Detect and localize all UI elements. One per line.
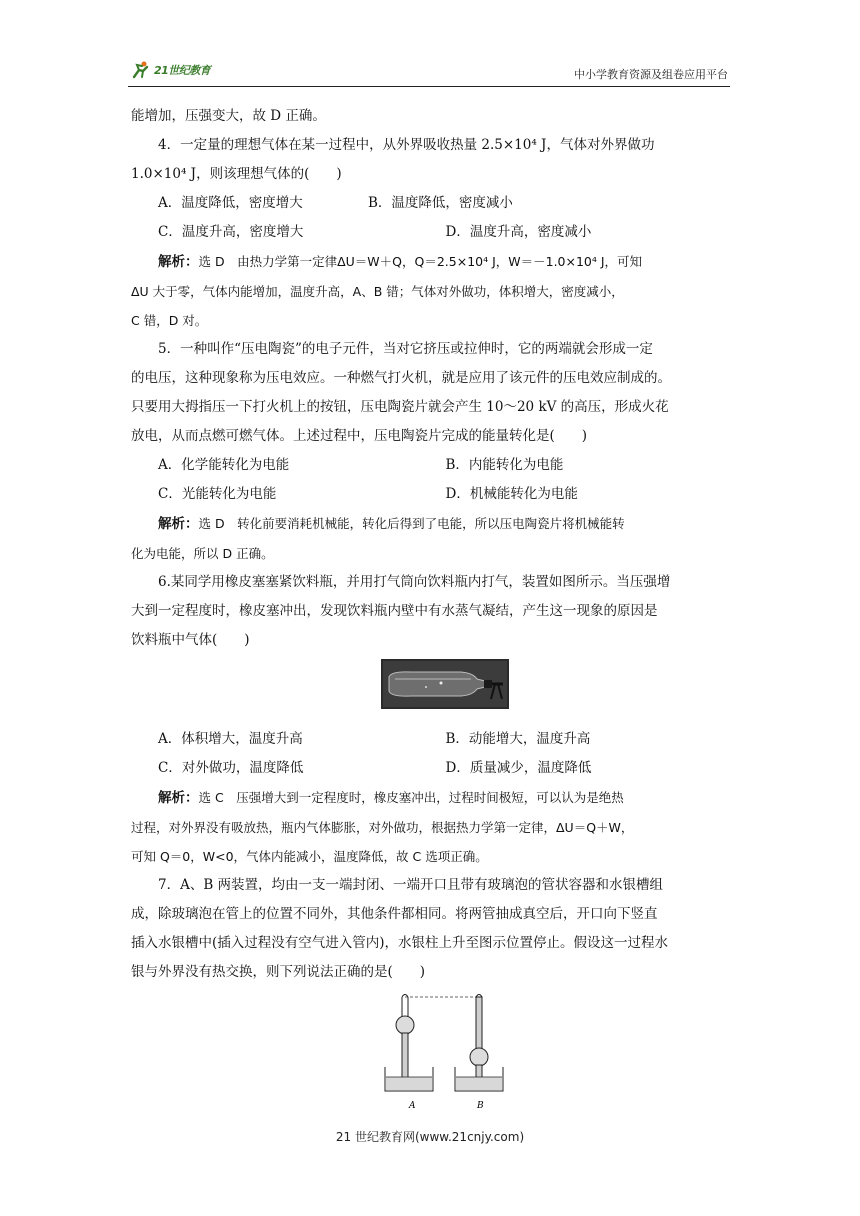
q6-analysis-label: 解析：	[158, 790, 199, 806]
q4-stem-line2: 1.0×10⁴ J，则该理想气体的( )	[131, 166, 342, 182]
q6-stem-line1: 6.某同学用橡皮塞塞紧饮料瓶，并用打气筒向饮料瓶内打气，装置如图所示。当压强增	[158, 574, 671, 590]
q5-stem-line1: 5．一种叫作“压电陶瓷”的电子元件，当对它挤压或拉伸时，它的两端就会形成一定	[158, 341, 653, 357]
document-body	[131, 102, 733, 1121]
q4-options-row2	[131, 218, 733, 247]
q6-figure	[131, 659, 733, 723]
q4-analysis-line3: C 错，D 对。	[131, 313, 208, 328]
mercury-tubes-diagram	[381, 989, 511, 1114]
q5-analysis-line1	[131, 509, 733, 539]
q4-analysis-text1: 选 D 由热力学第一定律ΔU＝W＋Q，Q＝2.5×10⁴ J，W＝－1.0×10⁴ J，可知	[198, 254, 643, 269]
q7-figure	[131, 989, 733, 1121]
q6-analysis-line1	[131, 783, 733, 813]
q7-stem-line4: 银与外界没有热交换，则下列说法正确的是( )	[131, 964, 426, 980]
q5-option-c: C．光能转化为电能	[158, 486, 277, 502]
bottle-pump-photo	[381, 659, 509, 709]
q4-analysis-label: 解析：	[158, 254, 199, 270]
q4-option-b: B．温度降低，密度减小	[368, 195, 513, 211]
question-7	[131, 871, 733, 1121]
page-footer: 21 世纪教育网(www.21cnjy.com)	[335, 1130, 525, 1144]
q5-option-a: A．化学能转化为电能	[158, 457, 290, 473]
q6-analysis-text1: 选 C 压强增大到一定程度时，橡皮塞冲出，过程时间极短，可以认为是绝热	[198, 790, 624, 805]
runner-logo-icon	[130, 60, 152, 80]
q7-stem-line1: 7．A、B 两装置，均由一支一端封闭、一端开口且带有玻璃泡的管状容器和水银槽组	[158, 877, 664, 893]
q4-analysis-line2: ΔU 大于零，气体内能增加，温度升高，A、B 错；气体对外做功，体积增大，密度减小，	[131, 284, 624, 299]
platform-title: 中小学教育资源及组卷应用平台	[574, 68, 728, 81]
q4-options-row1	[131, 189, 733, 218]
q5-options-row1	[131, 451, 733, 480]
q6-option-d: D．质量减少，温度降低	[445, 760, 592, 776]
q4-analysis-line1	[131, 247, 733, 277]
q4-option-a: A．温度降低，密度增大	[158, 195, 303, 211]
q7-stem-line2: 成，除玻璃泡在管上的位置不同外，其他条件都相同。将两管抽成真空后，开口向下竖直	[131, 906, 658, 922]
q6-options-row1	[131, 725, 733, 754]
q6-option-b: B．动能增大，温度升高	[445, 731, 591, 747]
site-logo	[130, 58, 210, 82]
q5-stem-line4: 放电，从而点燃可燃气体。上述过程中，压电陶瓷片完成的能量转化是( )	[131, 428, 588, 444]
q6-option-a: A．体积增大，温度升高	[158, 731, 303, 747]
q6-analysis-line2: 过程，对外界没有吸放热，瓶内气体膨胀，对外做功，根据热力学第一定律，ΔU＝Q＋W，	[131, 820, 634, 835]
figure-label-a: A	[409, 1101, 416, 1111]
page-header	[128, 56, 730, 87]
q6-analysis-line3: 可知 Q＝0，W<0，气体内能减小，温度降低，故 C 选项正确。	[131, 849, 488, 864]
q7-stem-line3: 插入水银槽中(插入过程没有空气进入管内)，水银柱上升至图示位置停止。假设这一过程水	[131, 935, 669, 951]
q4-option-c: C．温度升高，密度增大	[158, 224, 304, 240]
q4-option-d: D．温度升高，密度减小	[445, 224, 592, 240]
q6-stem-line3: 饮料瓶中气体( )	[131, 632, 250, 648]
q6-option-c: C．对外做功，温度降低	[158, 760, 304, 776]
q5-option-d: D．机械能转化为电能	[445, 486, 578, 502]
q5-option-b: B．内能转化为电能	[445, 457, 564, 473]
q5-analysis-line2: 化为电能，所以 D 正确。	[131, 546, 274, 561]
q4-stem-line1: 4．一定量的理想气体在某一过程中，从外界吸收热量 2.5×10⁴ J，气体对外界做功	[158, 137, 655, 153]
figure-label-b: B	[477, 1101, 484, 1111]
q5-options-row2	[131, 480, 733, 509]
q5-analysis-label: 解析：	[158, 516, 199, 532]
question-5	[131, 335, 733, 568]
q5-stem-line3: 只要用大拇指压一下打火机上的按钮，压电陶瓷片就会产生 10～20 kV 的高压，形成火花	[131, 399, 669, 415]
q5-analysis-text1: 选 D 转化前要消耗机械能，转化后得到了电能，所以压电陶瓷片将机械能转	[198, 516, 625, 531]
q6-options-row2	[131, 754, 733, 783]
q5-stem-line2: 的电压，这种现象称为压电效应。一种燃气打火机，就是应用了该元件的压电效应制成的。	[131, 370, 671, 386]
logo-text: 21世纪教育	[154, 64, 211, 77]
question-6	[131, 568, 733, 871]
question-4	[131, 131, 733, 335]
q6-stem-line2: 大到一定程度时，橡皮塞冲出，发现饮料瓶内壁中有水蒸气凝结，产生这一现象的原因是	[131, 603, 658, 619]
continued-line: 能增加，压强变大，故 D 正确。	[131, 108, 326, 124]
